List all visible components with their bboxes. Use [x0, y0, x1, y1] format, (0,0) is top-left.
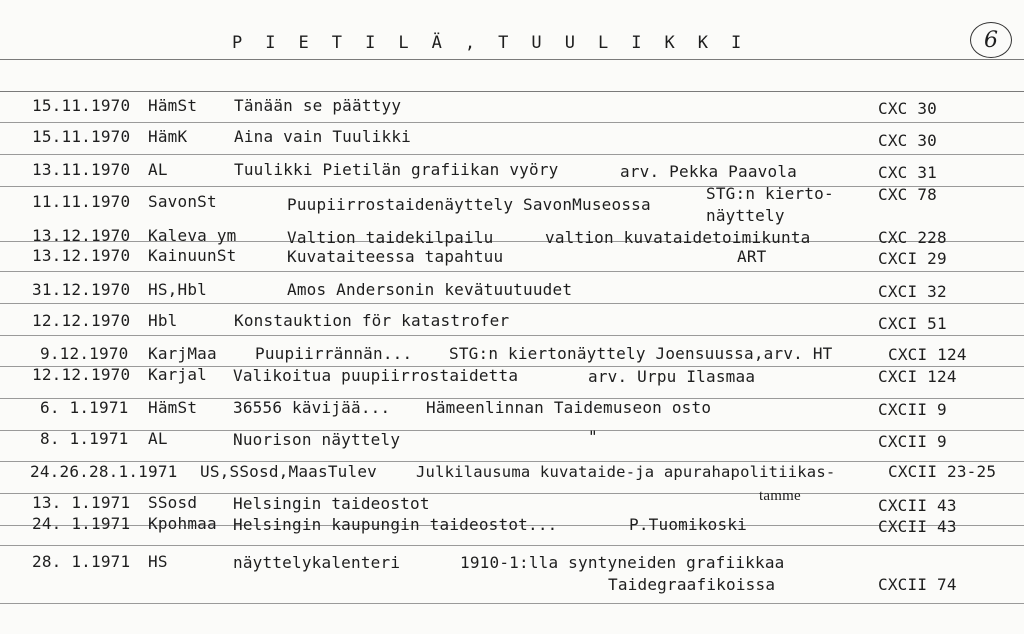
entry-source: AL — [148, 429, 168, 448]
entry-date: 6. 1.1971 — [40, 398, 129, 417]
entry-date: 11.11.1970 — [32, 192, 131, 211]
entry-date: 15.11.1970 — [32, 96, 131, 115]
rule-line — [0, 335, 1024, 336]
entry-date: 31.12.1970 — [32, 280, 131, 299]
entry-ref: CXCII 43 — [878, 517, 957, 536]
rule-line — [0, 186, 1024, 187]
entry-ref: CXC 78 — [878, 185, 937, 204]
entry-note: Hämeenlinnan Taidemuseon osto — [426, 398, 712, 417]
entry-note: tamme — [759, 488, 801, 504]
entry-source: HämSt — [148, 398, 198, 417]
entry-source: HämK — [148, 127, 188, 146]
entry-note: " — [588, 427, 598, 446]
entry-note: arv. Pekka Paavola — [620, 162, 797, 181]
entry-title: Valtion taidekilpailu — [287, 228, 494, 247]
card-title: P I E T I L Ä , T U U L I K K I — [232, 33, 748, 53]
rule-line — [0, 303, 1024, 304]
entry-date: 12.12.1970 — [32, 365, 131, 384]
entry-title: Aina vain Tuulikki — [234, 127, 411, 146]
entry-date: 12.12.1970 — [32, 311, 131, 330]
entry-source: Hbl — [148, 311, 178, 330]
entry-date: 13.12.1970 — [32, 246, 131, 265]
entry-date: 13.12.1970 — [32, 226, 131, 245]
entry-ref: CXCII 9 — [878, 400, 947, 419]
entry-source: SSosd — [148, 493, 198, 512]
entry-note: STG:n kierto- — [706, 184, 834, 203]
entry-ref: CXCII 43 — [878, 496, 957, 515]
entry-title: Helsingin taideostot — [233, 494, 430, 513]
entry-title: Valikoitua puupiirrostaidetta — [233, 366, 519, 385]
entry-date: 13. 1.1971 — [32, 493, 131, 512]
entry-title: Nuorison näyttely — [233, 430, 401, 449]
entry-title: näyttelykalenteri — [233, 553, 401, 572]
entry-source: HS — [148, 552, 168, 571]
entry-title: 36556 kävijää... — [233, 398, 391, 417]
entry-date: 28. 1.1971 — [32, 552, 131, 571]
entry-source: KainuunSt — [148, 246, 237, 265]
entry-source: KarjMaa — [148, 344, 217, 363]
entry-source: SavonSt — [148, 192, 217, 211]
entry-title: Puupiirrostaidenäyttely SavonMuseossa — [287, 195, 651, 214]
entry-note: arv. Urpu Ilasmaa — [588, 367, 756, 386]
entry-date: 9.12.1970 — [40, 344, 129, 363]
entry-note-cont: näyttely — [706, 206, 785, 225]
entry-ref: CXCI 29 — [878, 249, 947, 268]
entry-title: Puupiirrännän... — [255, 344, 413, 363]
entry-note: P.Tuomikoski — [629, 515, 747, 534]
entry-date: 8. 1.1971 — [40, 429, 129, 448]
entry-title: Tänään se päättyy — [234, 96, 402, 115]
entry-title: Julkilausuma kuvataide-ja apurahapolitiikas- — [416, 463, 836, 481]
entry-ref: CXC 30 — [878, 99, 937, 118]
rule-line — [0, 122, 1024, 123]
entry-ref: CXCII 74 — [878, 575, 957, 594]
entry-source: Kaleva ym — [148, 226, 237, 245]
entry-date: 15.11.1970 — [32, 127, 131, 146]
entry-date: 24.26.28.1.1971 — [30, 462, 178, 481]
entry-title: Amos Andersonin kevätuutuudet — [287, 280, 573, 299]
entry-ref: CXCII 9 — [878, 432, 947, 451]
entry-ref: CXC 228 — [878, 228, 947, 247]
entry-title: Kuvataiteessa tapahtuu — [287, 247, 504, 266]
rule-line — [0, 603, 1024, 604]
entry-source: Karjal — [148, 365, 207, 384]
rule-line — [0, 545, 1024, 546]
entry-note: valtion kuvataidetoimikunta — [545, 228, 811, 247]
entry-source: HämSt — [148, 96, 198, 115]
entry-note: 1910-1:lla syntyneiden grafiikkaa — [460, 553, 785, 572]
entry-source: US,SSosd,MaasTulev — [200, 462, 377, 481]
entry-ref: CXCI 32 — [878, 282, 947, 301]
card-number-badge: 6 — [970, 22, 1012, 58]
entry-ref: CXC 30 — [878, 131, 937, 150]
entry-ref: CXCI 51 — [878, 314, 947, 333]
entry-ref: CXCI 124 — [878, 367, 957, 386]
entry-note: ART — [737, 247, 767, 266]
entry-source: AL — [148, 160, 168, 179]
entry-title: Helsingin kaupungin taideostot... — [233, 515, 558, 534]
header-rule-2 — [0, 91, 1024, 92]
entry-title: Konstauktion för katastrofer — [234, 311, 510, 330]
entry-ref: CXC 31 — [878, 163, 937, 182]
entry-ref: CXCI 124 — [888, 345, 967, 364]
entry-source: HS,Hbl — [148, 280, 207, 299]
header-rule — [0, 59, 1024, 60]
rule-line — [0, 271, 1024, 272]
entry-date: 13.11.1970 — [32, 160, 131, 179]
entry-date: 24. 1.1971 — [32, 514, 131, 533]
entry-source: Kpohmaa — [148, 514, 217, 533]
entry-note-cont: Taidegraafikoissa — [608, 575, 776, 594]
entry-note: STG:n kiertonäyttely Joensuussa,arv. HT — [449, 344, 833, 363]
entry-ref: CXCII 23-25 — [888, 462, 997, 481]
entry-title: Tuulikki Pietilän grafiikan vyöry — [234, 160, 559, 179]
rule-line — [0, 154, 1024, 155]
